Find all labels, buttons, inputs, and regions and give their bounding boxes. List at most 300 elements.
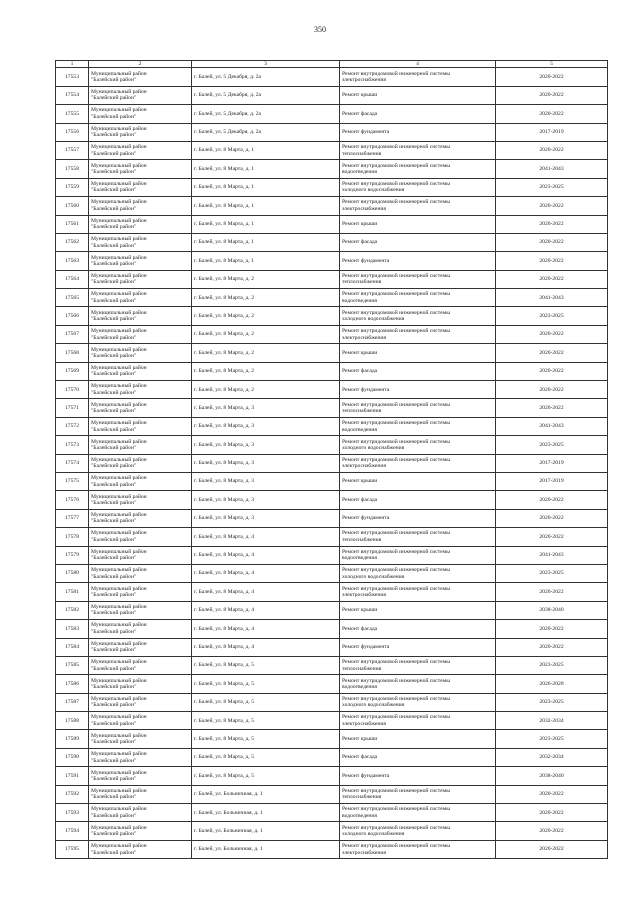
work-type-cell (340, 840, 496, 858)
municipality-line: Муниципальный район (91, 585, 147, 592)
municipality-name: "Балейский район" (91, 371, 137, 378)
address-cell: г. Балей, ул. 5 Декабря, д. 2а (192, 105, 340, 123)
work-type-cell (340, 748, 496, 766)
address-cell: г. Балей, ул. 8 Марта, д. 4 (192, 638, 340, 656)
period-cell: 2020-2022 (496, 381, 608, 399)
period-cell: 2020-2022 (496, 362, 608, 380)
work-type-line: электроснабжения (342, 205, 386, 212)
work-type-line: Ремонт внутридомовой инженерной системы (342, 291, 450, 298)
municipality-line: Муниципальный район (91, 751, 147, 758)
work-type-cell (340, 804, 496, 822)
row-number: 17593 (56, 804, 89, 822)
work-type-line: Ремонт внутридомовой инженерной системы (342, 843, 450, 850)
municipality-cell (89, 785, 192, 803)
municipality-cell (89, 123, 192, 141)
work-type-cell (340, 344, 496, 362)
work-type-line: Ремонт внутридомовой инженерной системы (342, 420, 450, 427)
municipality-name: "Балейский район" (91, 334, 137, 341)
table-row (56, 307, 608, 325)
municipality-name: "Балейский район" (91, 352, 137, 359)
address-cell: г. Балей, ул. 8 Марта, д. 5 (192, 730, 340, 748)
work-type-cell (340, 730, 496, 748)
work-type-cell (340, 105, 496, 123)
row-number: 17565 (56, 289, 89, 307)
work-type-line: Ремонт внутридомовой инженерной системы (342, 309, 450, 316)
address-cell: г. Балей, ул. 8 Марта, д. 2 (192, 289, 340, 307)
table-row (56, 473, 608, 491)
period-cell: 2020-2022 (496, 785, 608, 803)
work-type-line: водоотведения (342, 297, 377, 304)
address-cell: г. Балей, ул. 8 Марта, д. 3 (192, 473, 340, 491)
municipality-name: "Балейский район" (91, 426, 137, 433)
table-row (56, 675, 608, 693)
municipality-cell (89, 730, 192, 748)
municipality-name: "Балейский район" (91, 757, 137, 764)
table-row (56, 564, 608, 582)
municipality-name: "Балейский район" (91, 224, 137, 231)
address-cell: г. Балей, ул. 8 Марта, д. 1 (192, 160, 340, 178)
municipality-line: Муниципальный район (91, 769, 147, 776)
table-row (56, 178, 608, 196)
address-cell: г. Балей, ул. 8 Марта, д. 2 (192, 381, 340, 399)
municipality-name: "Балейский район" (91, 573, 137, 580)
address-cell: г. Балей, ул. 8 Марта, д. 5 (192, 767, 340, 785)
work-type-cell (340, 233, 496, 251)
work-type-cell (340, 270, 496, 288)
column-header: 4 (340, 61, 496, 68)
work-type-line: холодного водоснабжения (342, 187, 405, 194)
work-type-cell (340, 307, 496, 325)
work-type-line: Ремонт фундамента (342, 515, 390, 522)
municipality-cell (89, 491, 192, 509)
municipality-line: Муниципальный район (91, 162, 147, 169)
municipality-line: Муниципальный район (91, 383, 147, 390)
row-number: 17567 (56, 325, 89, 343)
period-cell: 2023-2025 (496, 178, 608, 196)
table-row (56, 767, 608, 785)
municipality-cell (89, 160, 192, 178)
work-type-cell (340, 767, 496, 785)
work-type-line: электроснабжения (342, 463, 386, 470)
work-type-cell (340, 509, 496, 527)
address-cell: г. Балей, ул. 8 Марта, д. 3 (192, 454, 340, 472)
municipality-cell (89, 178, 192, 196)
period-cell: 2020-2022 (496, 197, 608, 215)
table-row (56, 693, 608, 711)
address-cell: г. Балей, ул. 8 Марта, д. 2 (192, 325, 340, 343)
municipality-cell (89, 289, 192, 307)
address-cell: г. Балей, ул. 8 Марта, д. 4 (192, 528, 340, 546)
municipality-cell (89, 656, 192, 674)
work-type-line: Ремонт фасада (342, 239, 378, 246)
work-type-cell (340, 436, 496, 454)
work-type-cell (340, 215, 496, 233)
municipality-name: "Балейский район" (91, 297, 137, 304)
row-number: 17592 (56, 785, 89, 803)
municipality-line: Муниципальный район (91, 806, 147, 813)
municipality-cell (89, 546, 192, 564)
municipality-line: Муниципальный район (91, 604, 147, 611)
municipality-cell (89, 270, 192, 288)
municipality-cell (89, 344, 192, 362)
work-type-line: Ремонт крыши (342, 478, 378, 485)
work-type-line: Ремонт внутридомовой инженерной системы (342, 787, 450, 794)
row-number: 17577 (56, 509, 89, 527)
municipality-line: Муниципальный район (91, 567, 147, 574)
work-type-line: Ремонт внутридомовой инженерной системы (342, 548, 450, 555)
period-cell: 2020-2022 (496, 822, 608, 840)
municipality-name: "Балейский район" (91, 702, 137, 709)
row-number: 17559 (56, 178, 89, 196)
address-cell: г. Балей, ул. 8 Марта, д. 3 (192, 509, 340, 527)
municipality-line: Муниципальный район (91, 548, 147, 555)
table-row (56, 105, 608, 123)
municipality-line: Муниципальный район (91, 732, 147, 739)
row-number: 17590 (56, 748, 89, 766)
municipality-cell (89, 804, 192, 822)
table-row (56, 160, 608, 178)
address-cell: г. Балей, ул. 8 Марта, д. 1 (192, 178, 340, 196)
municipality-name: "Балейский район" (91, 500, 137, 507)
table-row (56, 325, 608, 343)
period-cell: 2032-2034 (496, 748, 608, 766)
row-number: 17581 (56, 583, 89, 601)
address-cell: г. Балей, ул. 8 Марта, д. 1 (192, 252, 340, 270)
address-cell: г. Балей, ул. 8 Марта, д. 2 (192, 344, 340, 362)
municipality-line: Муниципальный район (91, 89, 147, 96)
municipality-cell (89, 638, 192, 656)
work-type-line: Ремонт крыши (342, 221, 378, 228)
period-cell: 2026-2028 (496, 675, 608, 693)
period-cell: 2017-2019 (496, 473, 608, 491)
table-row (56, 141, 608, 159)
work-type-cell (340, 178, 496, 196)
municipality-name: "Балейский район" (91, 150, 137, 157)
row-number: 17595 (56, 840, 89, 858)
municipality-name: "Балейский район" (91, 849, 137, 856)
work-type-cell (340, 252, 496, 270)
period-cell: 2020-2022 (496, 840, 608, 858)
period-cell: 2020-2022 (496, 68, 608, 86)
address-cell: г. Балей, ул. Больничная, д. 1 (192, 804, 340, 822)
municipality-line: Муниципальный район (91, 456, 147, 463)
period-cell: 2017-2019 (496, 123, 608, 141)
period-cell: 2023-2025 (496, 307, 608, 325)
table-row (56, 289, 608, 307)
work-type-cell (340, 528, 496, 546)
address-cell: г. Балей, ул. 8 Марта, д. 2 (192, 307, 340, 325)
work-type-line: Ремонт внутридомовой инженерной системы (342, 659, 450, 666)
work-type-cell (340, 197, 496, 215)
table-row (56, 528, 608, 546)
work-type-line: электроснабжения (342, 77, 386, 84)
table-row (56, 197, 608, 215)
work-type-line: Ремонт внутридомовой инженерной системы (342, 585, 450, 592)
municipality-cell (89, 86, 192, 104)
row-number: 17570 (56, 381, 89, 399)
municipality-name: "Балейский район" (91, 610, 137, 617)
work-type-line: Ремонт фундамента (342, 386, 390, 393)
municipality-line: Муниципальный район (91, 824, 147, 831)
address-cell: г. Балей, ул. 8 Марта, д. 1 (192, 215, 340, 233)
work-type-line: теплоснабжения (342, 665, 382, 672)
municipality-line: Муниципальный район (91, 493, 147, 500)
municipality-line: Муниципальный район (91, 291, 147, 298)
period-cell: 2020-2022 (496, 583, 608, 601)
row-number: 17585 (56, 656, 89, 674)
work-type-line: теплоснабжения (342, 279, 382, 286)
table-row (56, 840, 608, 858)
table-row (56, 546, 608, 564)
work-type-line: Ремонт крыши (342, 607, 378, 614)
row-number: 17587 (56, 693, 89, 711)
municipality-cell (89, 840, 192, 858)
address-cell: г. Балей, ул. 8 Марта, д. 3 (192, 436, 340, 454)
municipality-name: "Балейский район" (91, 794, 137, 801)
work-type-line: электроснабжения (342, 849, 386, 856)
municipality-line: Муниципальный район (91, 236, 147, 243)
row-number: 17586 (56, 675, 89, 693)
work-type-cell (340, 601, 496, 619)
table-row (56, 712, 608, 730)
municipality-cell (89, 233, 192, 251)
table-row (56, 417, 608, 435)
work-type-line: Ремонт внутридомовой инженерной системы (342, 695, 450, 702)
municipality-line: Муниципальный район (91, 254, 147, 261)
municipality-name: "Балейский район" (91, 812, 137, 819)
municipality-line: Муниципальный район (91, 107, 147, 114)
address-cell: г. Балей, ул. Больничная, д. 1 (192, 785, 340, 803)
municipality-line: Муниципальный район (91, 659, 147, 666)
municipality-line: Муниципальный район (91, 272, 147, 279)
work-type-cell (340, 822, 496, 840)
period-cell: 2020-2022 (496, 620, 608, 638)
period-cell: 2020-2022 (496, 86, 608, 104)
address-cell: г. Балей, ул. 8 Марта, д. 1 (192, 197, 340, 215)
row-number: 17562 (56, 233, 89, 251)
work-type-line: Ремонт фундамента (342, 644, 390, 650)
work-type-cell (340, 68, 496, 86)
work-type-line: теплоснабжения (342, 408, 382, 415)
table-row (56, 509, 608, 527)
municipality-line: Муниципальный район (91, 181, 147, 188)
municipality-name: "Балейский район" (91, 132, 137, 139)
work-type-line: Ремонт внутридомовой инженерной системы (342, 438, 450, 445)
municipality-line: Муниципальный район (91, 401, 147, 408)
work-type-line: Ремонт внутридомовой инженерной системы (342, 806, 450, 813)
row-number: 17569 (56, 362, 89, 380)
municipality-line: Муниципальный район (91, 346, 147, 353)
work-type-cell (340, 381, 496, 399)
work-type-cell (340, 417, 496, 435)
work-type-line: холодного водоснабжения (342, 573, 405, 580)
municipality-name: "Балейский район" (91, 481, 137, 488)
period-cell: 2020-2022 (496, 270, 608, 288)
municipality-cell (89, 583, 192, 601)
address-cell: г. Балей, ул. 8 Марта, д. 2 (192, 362, 340, 380)
municipality-cell (89, 68, 192, 86)
municipality-cell (89, 748, 192, 766)
period-cell: 2023-2025 (496, 564, 608, 582)
work-type-line: водоотведения (342, 426, 377, 433)
municipality-cell (89, 399, 192, 417)
work-type-line: Ремонт фундамента (342, 129, 390, 136)
municipality-name: "Балейский район" (91, 518, 137, 525)
municipality-name: "Балейский район" (91, 113, 137, 120)
municipality-cell (89, 620, 192, 638)
work-type-cell (340, 564, 496, 582)
address-cell: г. Балей, ул. 8 Марта, д. 1 (192, 233, 340, 251)
row-number: 17571 (56, 399, 89, 417)
work-type-cell (340, 325, 496, 343)
municipality-name: "Балейский район" (91, 555, 137, 562)
municipality-name: "Балейский район" (91, 169, 137, 176)
municipality-cell (89, 417, 192, 435)
work-type-cell (340, 141, 496, 159)
municipality-cell (89, 454, 192, 472)
work-type-line: Ремонт внутридомовой инженерной системы (342, 456, 450, 463)
municipality-name: "Балейский район" (91, 739, 137, 746)
municipality-cell (89, 693, 192, 711)
municipality-name: "Балейский район" (91, 665, 137, 672)
work-type-line: Ремонт фундамента (342, 772, 390, 779)
municipality-name: "Балейский район" (91, 205, 137, 212)
work-type-cell (340, 473, 496, 491)
municipality-name: "Балейский район" (91, 628, 137, 635)
period-cell: 2020-2022 (496, 804, 608, 822)
period-cell: 2032-2034 (496, 712, 608, 730)
table-row (56, 215, 608, 233)
row-number: 17583 (56, 620, 89, 638)
row-number: 17594 (56, 822, 89, 840)
address-cell: г. Балей, ул. 8 Марта, д. 5 (192, 656, 340, 674)
table-row (56, 620, 608, 638)
row-number: 17578 (56, 528, 89, 546)
period-cell: 2038-2040 (496, 767, 608, 785)
municipality-line: Муниципальный район (91, 475, 147, 482)
row-number: 17566 (56, 307, 89, 325)
municipality-line: Муниципальный район (91, 530, 147, 537)
period-cell: 2023-2025 (496, 436, 608, 454)
row-number: 17576 (56, 491, 89, 509)
address-cell: г. Балей, ул. 8 Марта, д. 1 (192, 141, 340, 159)
table-row (56, 252, 608, 270)
address-cell: г. Балей, ул. 8 Марта, д. 5 (192, 675, 340, 693)
table-row (56, 601, 608, 619)
period-cell: 2038-2040 (496, 601, 608, 619)
row-number: 17564 (56, 270, 89, 288)
table-body (56, 68, 608, 859)
address-cell: г. Балей, ул. 8 Марта, д. 2 (192, 270, 340, 288)
work-type-line: Ремонт внутридомовой инженерной системы (342, 530, 450, 537)
work-type-line: Ремонт внутридомовой инженерной системы (342, 181, 450, 188)
work-type-cell (340, 638, 496, 656)
address-cell: г. Балей, ул. 8 Марта, д. 5 (192, 693, 340, 711)
work-type-cell (340, 86, 496, 104)
work-type-line: Ремонт внутридомовой инженерной системы (342, 677, 450, 684)
period-cell: 2017-2019 (496, 454, 608, 472)
work-type-line: Ремонт крыши (342, 92, 378, 99)
row-number: 17563 (56, 252, 89, 270)
work-type-line: холодного водоснабжения (342, 831, 405, 838)
address-cell: г. Балей, ул. 8 Марта, д. 4 (192, 546, 340, 564)
work-type-line: водоотведения (342, 169, 377, 176)
row-number: 17582 (56, 601, 89, 619)
municipality-name: "Балейский район" (91, 720, 137, 727)
table-row (56, 583, 608, 601)
period-cell: 2041-2043 (496, 546, 608, 564)
period-cell: 2041-2043 (496, 160, 608, 178)
municipality-name: "Балейский район" (91, 187, 137, 194)
work-type-line: электроснабжения (342, 334, 386, 341)
row-number: 17555 (56, 105, 89, 123)
municipality-line: Муниципальный район (91, 640, 147, 647)
work-type-line: водоотведения (342, 812, 377, 819)
period-cell: 2041-2043 (496, 417, 608, 435)
repair-schedule-table (55, 60, 608, 859)
work-type-line: Ремонт фасада (342, 368, 378, 375)
municipality-line: Муниципальный район (91, 217, 147, 224)
municipality-cell (89, 712, 192, 730)
row-number: 17589 (56, 730, 89, 748)
row-number: 17579 (56, 546, 89, 564)
work-type-line: электроснабжения (342, 720, 386, 727)
address-cell: г. Балей, ул. 8 Марта, д. 5 (192, 748, 340, 766)
row-number: 17580 (56, 564, 89, 582)
municipality-line: Муниципальный район (91, 364, 147, 371)
work-type-line: теплоснабжения (342, 150, 382, 157)
period-cell: 2020-2022 (496, 141, 608, 159)
municipality-cell (89, 675, 192, 693)
municipality-cell (89, 105, 192, 123)
work-type-line: Ремонт внутридомовой инженерной системы (342, 272, 450, 279)
row-number: 17574 (56, 454, 89, 472)
work-type-cell (340, 454, 496, 472)
municipality-line: Муниципальный район (91, 199, 147, 206)
column-header: 2 (89, 61, 192, 68)
municipality-name: "Балейский район" (91, 95, 137, 102)
address-cell: г. Балей, ул. 5 Декабря, д. 2а (192, 68, 340, 86)
table-row (56, 270, 608, 288)
municipality-cell (89, 307, 192, 325)
work-type-line: Ремонт фасада (342, 496, 378, 503)
work-type-cell (340, 123, 496, 141)
work-type-line: Ремонт внутридомовой инженерной системы (342, 328, 450, 335)
work-type-line: водоотведения (342, 555, 377, 562)
table-row (56, 638, 608, 656)
work-type-line: Ремонт внутридомовой инженерной системы (342, 824, 450, 831)
period-cell: 2020-2022 (496, 105, 608, 123)
municipality-line: Муниципальный район (91, 309, 147, 316)
column-header: 5 (496, 61, 608, 68)
period-cell: 2023-2025 (496, 730, 608, 748)
period-cell: 2020-2022 (496, 528, 608, 546)
municipality-line: Муниципальный район (91, 420, 147, 427)
municipality-line: Муниципальный район (91, 512, 147, 519)
row-number: 17553 (56, 68, 89, 86)
work-type-line: Ремонт внутридомовой инженерной системы (342, 401, 450, 408)
work-type-line: холодного водоснабжения (342, 316, 405, 323)
table-row (56, 399, 608, 417)
municipality-line: Муниципальный район (91, 677, 147, 684)
period-cell: 2041-2043 (496, 289, 608, 307)
period-cell: 2020-2022 (496, 344, 608, 362)
address-cell: г. Балей, ул. 8 Марта, д. 5 (192, 712, 340, 730)
municipality-line: Муниципальный район (91, 70, 147, 77)
work-type-line: Ремонт фасада (342, 110, 378, 117)
row-number: 17584 (56, 638, 89, 656)
table-row (56, 656, 608, 674)
